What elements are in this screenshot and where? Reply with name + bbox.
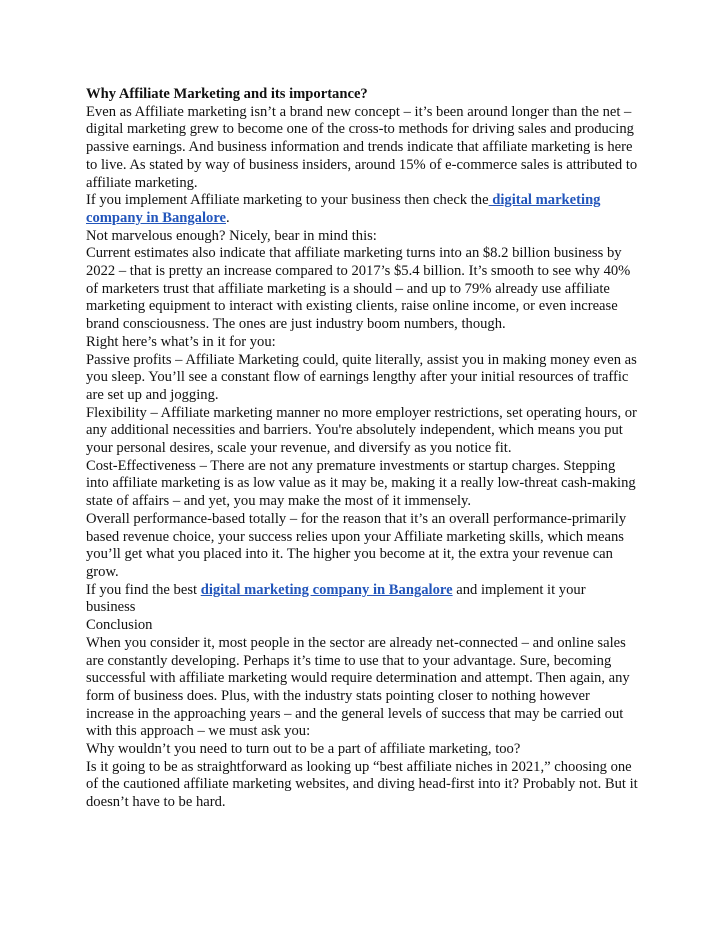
paragraph-not-marvelous: Not marvelous enough? Nicely, bear in mind this: [86, 227, 377, 244]
page-title: Why Affiliate Marketing and its importance? [86, 86, 368, 102]
paragraph-link-1-before: If you implement Affiliate marketing to your business then check the [86, 192, 489, 209]
paragraph-cost-effectiveness: Cost-Effectiveness – There are not any premature investments or startup charges. Stepping into affiliate marketing is as low value as it may be, making it a really low-threat cash-making state of affairs – and yet, you may make the most of it immensely. [86, 457, 636, 510]
paragraph-passive-profits: Passive profits – Affiliate Marketing could, quite literally, assist you in making money even as you sleep. You’ll see a constant flow of earnings lengthy after your initial resources of traffic are set up and jogging. [86, 351, 637, 403]
paragraph-estimates: Current estimates also indicate that affiliate marketing turns into an $8.2 billion business by 2022 – that is pretty an increase compared to 2017’s $5.4 billion. It’s smooth to see why 40% of marketers trust that affiliate marketing is a should – and up to 79% already use affiliate marketing equipment to interact with existing clients, raise online income, or even increase brand consciousness. The ones are just industry boom numbers, though. [86, 245, 631, 333]
paragraph-why: Why wouldn’t you need to turn out to be a part of affiliate marketing, too? [86, 741, 521, 758]
paragraph-link-2-before: If you find the best [86, 581, 201, 598]
paragraph-intro: Even as Affiliate marketing isn’t a brand new concept – it’s been around longer than the net – digital marketing grew to become one of the cross-to methods for driving sales and producing passive earnings. And business information and trends indicate that affiliate marketing is here to live. As stated by way of business insiders, around 15% of e-commerce sales is attributed to affiliate marketing. [86, 103, 638, 191]
conclusion-heading: Conclusion [86, 617, 153, 634]
paragraph-flexibility: Flexibility – Affiliate marketing manner no more employer restrictions, set operating hours, or any additional necessities and barriers. You're absolutely independent, which means you put your personal desires, scale your revenue, and diversify as you notice fit. [86, 404, 637, 457]
paragraph-conclusion: When you consider it, most people in the sector are already net-connected – and online sales are constantly developing. Perhaps it’s time to use that to your advantage. Sure, becoming successful with affiliate marketing would require determination and attempt. Then again, any form of business does. Plus, with the industry stats pointing closer to nothing however increase in the approaching years – and the general levels of success that may be carried out with this approach – we must ask you: [86, 634, 630, 740]
paragraph-right-here: Right here’s what’s in it for you: [86, 333, 276, 350]
paragraph-link-1 [86, 192, 638, 227]
paragraph-link-2 [86, 582, 638, 617]
paragraph-link-1-after: . [226, 209, 230, 226]
paragraph-performance-based: Overall performance-based totally – for the reason that it’s an overall performance-primarily based revenue choice, your success relies upon your Affiliate marketing skills, which means you’ll get what you placed into it. The higher you become at it, the extra your revenue can grow. [86, 510, 627, 580]
digital-marketing-link-2[interactable]: digital marketing company in Bangalore [200, 581, 453, 598]
document-body [86, 86, 638, 812]
digital-marketing-link-1[interactable]: digital marketing company in Bangalore [86, 192, 601, 226]
paragraph-link-2-after: and implement it your business [86, 581, 586, 616]
paragraph-is-it: Is it going to be as straightforward as looking up “best affiliate niches in 2021,” choosing one of the cautioned affiliate marketing websites, and diving head-first into it? Probably not. But it doesn’t have to be hard. [86, 758, 638, 811]
